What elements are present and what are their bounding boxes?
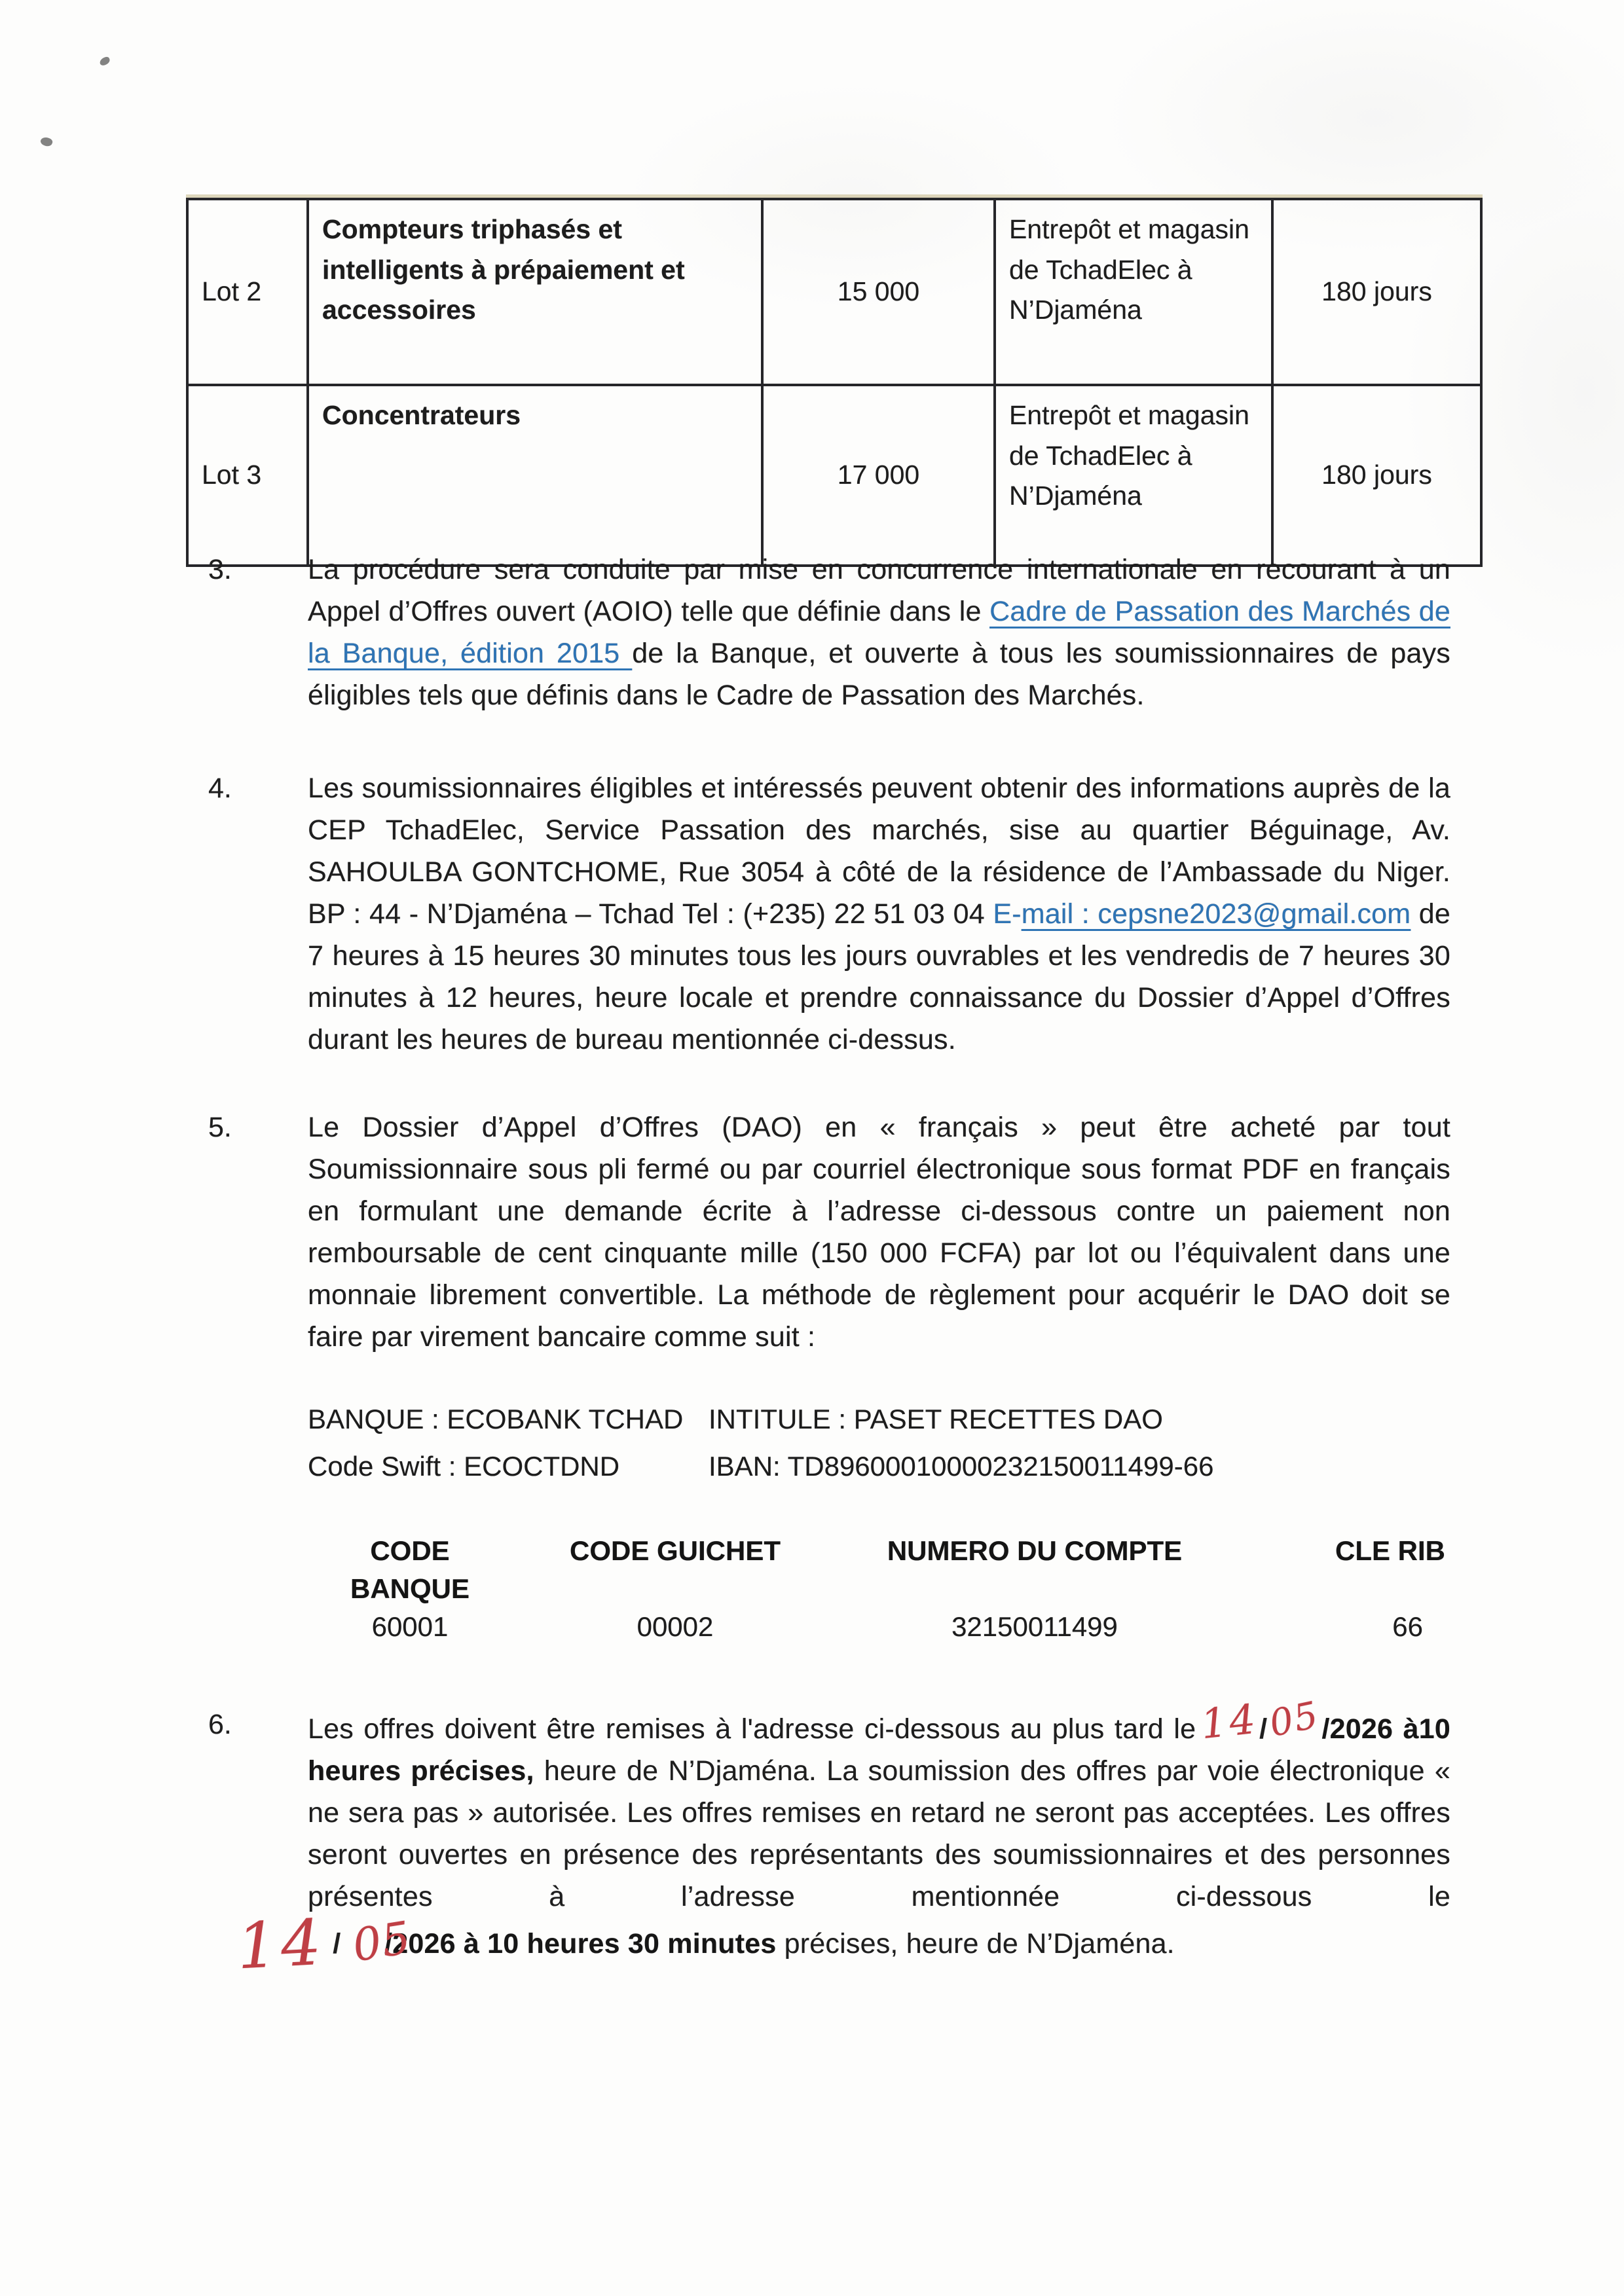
rib-value-cle-rib: 66 (1392, 1611, 1423, 1642)
bank-name: BANQUE : ECOBANK TCHAD (308, 1404, 684, 1434)
lot-label: Lot 2 (187, 199, 308, 385)
paragraph-4-text: Les soumissionnaires éligibles et intéressés peuvent obtenir des informations auprès de la CEP TchadElec, Service Passation des marchés, sise au quartier Béguinage, Av. SAHOULBA GONTCHOME, Rue 3054 à côté de la résidence de l’Ambassade du Niger. BP : 44 - N’Djaména – Tchad Tel : (+235) 22 51 03 04 (308, 773, 1450, 930)
paragraph-6-text: Les offres doivent être remises à l'adresse ci-dessous au plus tard le (308, 1713, 1196, 1745)
paragraph-number: 4. (208, 773, 232, 804)
bank-row-1 (308, 1396, 1460, 1443)
email-link[interactable]: mail : cepsne2023@gmail.com (1021, 898, 1411, 930)
paragraph-number: 5. (208, 1112, 232, 1143)
deadline-time: à10 heures précises, (308, 1713, 1450, 1787)
lot-delivery-location: Entrepôt et magasin de TchadElec à N’Djaména (995, 199, 1272, 385)
paragraph-text (308, 767, 1450, 1061)
paragraph-number: 3. (208, 554, 232, 585)
paragraph-5-text: Le Dossier d’Appel d’Offres (DAO) en « français » peut être acheté par tout Soumissionnaire sous pli fermé ou par courriel électronique sous format PDF en français en formulant une demande écrite à l’adresse ci-dessous contre un paiement non remboursable de cent cinquante mille (150 000 FCFA) par lot ou l’équivalent dans une monnaie librement convertible. La méthode de règlement pour acquérir le DAO doit se faire par virement bancaire comme suit : (308, 1112, 1450, 1353)
date-slash: / (1259, 1713, 1268, 1745)
rib-header-code-banque: CODE BANQUE (350, 1535, 470, 1604)
bank-row-2 (308, 1443, 1460, 1490)
rib-header-numero-compte: NUMERO DU COMPTE (887, 1535, 1183, 1566)
scan-speck (39, 136, 53, 147)
paragraph-6-main (308, 1693, 1451, 1918)
paragraph-number: 6. (208, 1709, 232, 1740)
rib-header-cle-rib: CLE RIB (1335, 1535, 1445, 1566)
table-row-lot3 (187, 385, 1481, 566)
lot-delivery-delay: 180 jours (1272, 385, 1481, 566)
account-title: INTITULE : PASET RECETTES DAO (709, 1404, 1163, 1434)
date-slash: / (325, 1928, 349, 1959)
scan-speck (98, 56, 111, 67)
paragraph-4 (0, 767, 1624, 1061)
paragraph-text (308, 1106, 1450, 1358)
paragraph-3-text: La procédure sera conduite par mise en concurrence internationale en recourant à un Appel d’Offres ouvert (AOIO) telle que définie dans le (308, 554, 1450, 627)
lot-quantity: 15 000 (762, 199, 995, 385)
handwritten-day: 14 (235, 1905, 327, 1984)
paragraph-6 (0, 1693, 1624, 1984)
table-row-lot2 (187, 199, 1481, 385)
lot-description: Concentrateurs (308, 385, 762, 566)
opening-date-line (235, 1905, 1450, 1984)
email-link-prefix[interactable]: E- (993, 898, 1022, 930)
document-body (0, 549, 1624, 1984)
paragraph-5 (0, 1106, 1624, 1358)
paragraph-3-text: de la Banque, et ouverte à tous les soumissionnaires de pays éligibles tels que définis dans le Cadre de Passation des Marchés. (308, 638, 1450, 711)
paragraph-text (308, 549, 1450, 716)
lots-table (186, 198, 1483, 567)
paragraph-6-text: précises, heure de N’Djaména. (776, 1928, 1175, 1959)
lot-delivery-location: Entrepôt et magasin de TchadElec à N’Djaména (995, 385, 1272, 566)
deadline-year: /2026 (1321, 1713, 1403, 1745)
lot-delivery-delay: 180 jours (1272, 199, 1481, 385)
passation-framework-link[interactable]: Cadre de Passation des Marchés de la Banque, édition 2015 (308, 596, 1450, 669)
lot-description: Compteurs triphasés et intelligents à prépaiement et accessoires (308, 199, 762, 385)
handwritten-day: 14 (1198, 1694, 1261, 1749)
handwritten-month: 05 (348, 1912, 415, 1973)
rib-value-code-guichet: 00002 (637, 1611, 714, 1642)
rib-header-code-guichet: CODE GUICHET (569, 1535, 781, 1566)
rib-value-code-banque: 60001 (371, 1611, 449, 1642)
paragraph-3 (0, 549, 1624, 716)
iban: IBAN: TD89600010000232150011499-66 (709, 1451, 1214, 1482)
rib-table (308, 1532, 1450, 1646)
paragraph-4-text: de 7 heures à 15 heures 30 minutes tous les jours ouvrables et les vendredis de 7 heures 30 minutes à 12 heures, heure locale et prendre connaissance du Dossier d’Appel d’Offres durant les heures de bureau mentionnée ci-dessus. (308, 898, 1450, 1055)
paragraph-text (235, 1693, 1451, 1984)
paragraph-6-text: heure de N’Djaména. La soumission des offres par voie électronique « ne sera pas » autorisée. Les offres remises en retard ne seront pas acceptées. Les offres seront ouvertes en présence des représentants des soumissionnaires et des personnes présentes à l’adresse mentionnée ci-dessous le (308, 1755, 1451, 1912)
lot-quantity: 17 000 (762, 385, 995, 566)
bank-details (308, 1396, 1460, 1490)
swift-code: Code Swift : ECOCTDND (308, 1451, 620, 1482)
rib-value-numero-compte: 32150011499 (951, 1611, 1118, 1642)
opening-date-time: /2026 à 10 heures 30 minutes (384, 1928, 777, 1959)
lot-label: Lot 3 (187, 385, 308, 566)
handwritten-month: 05 (1266, 1693, 1323, 1746)
